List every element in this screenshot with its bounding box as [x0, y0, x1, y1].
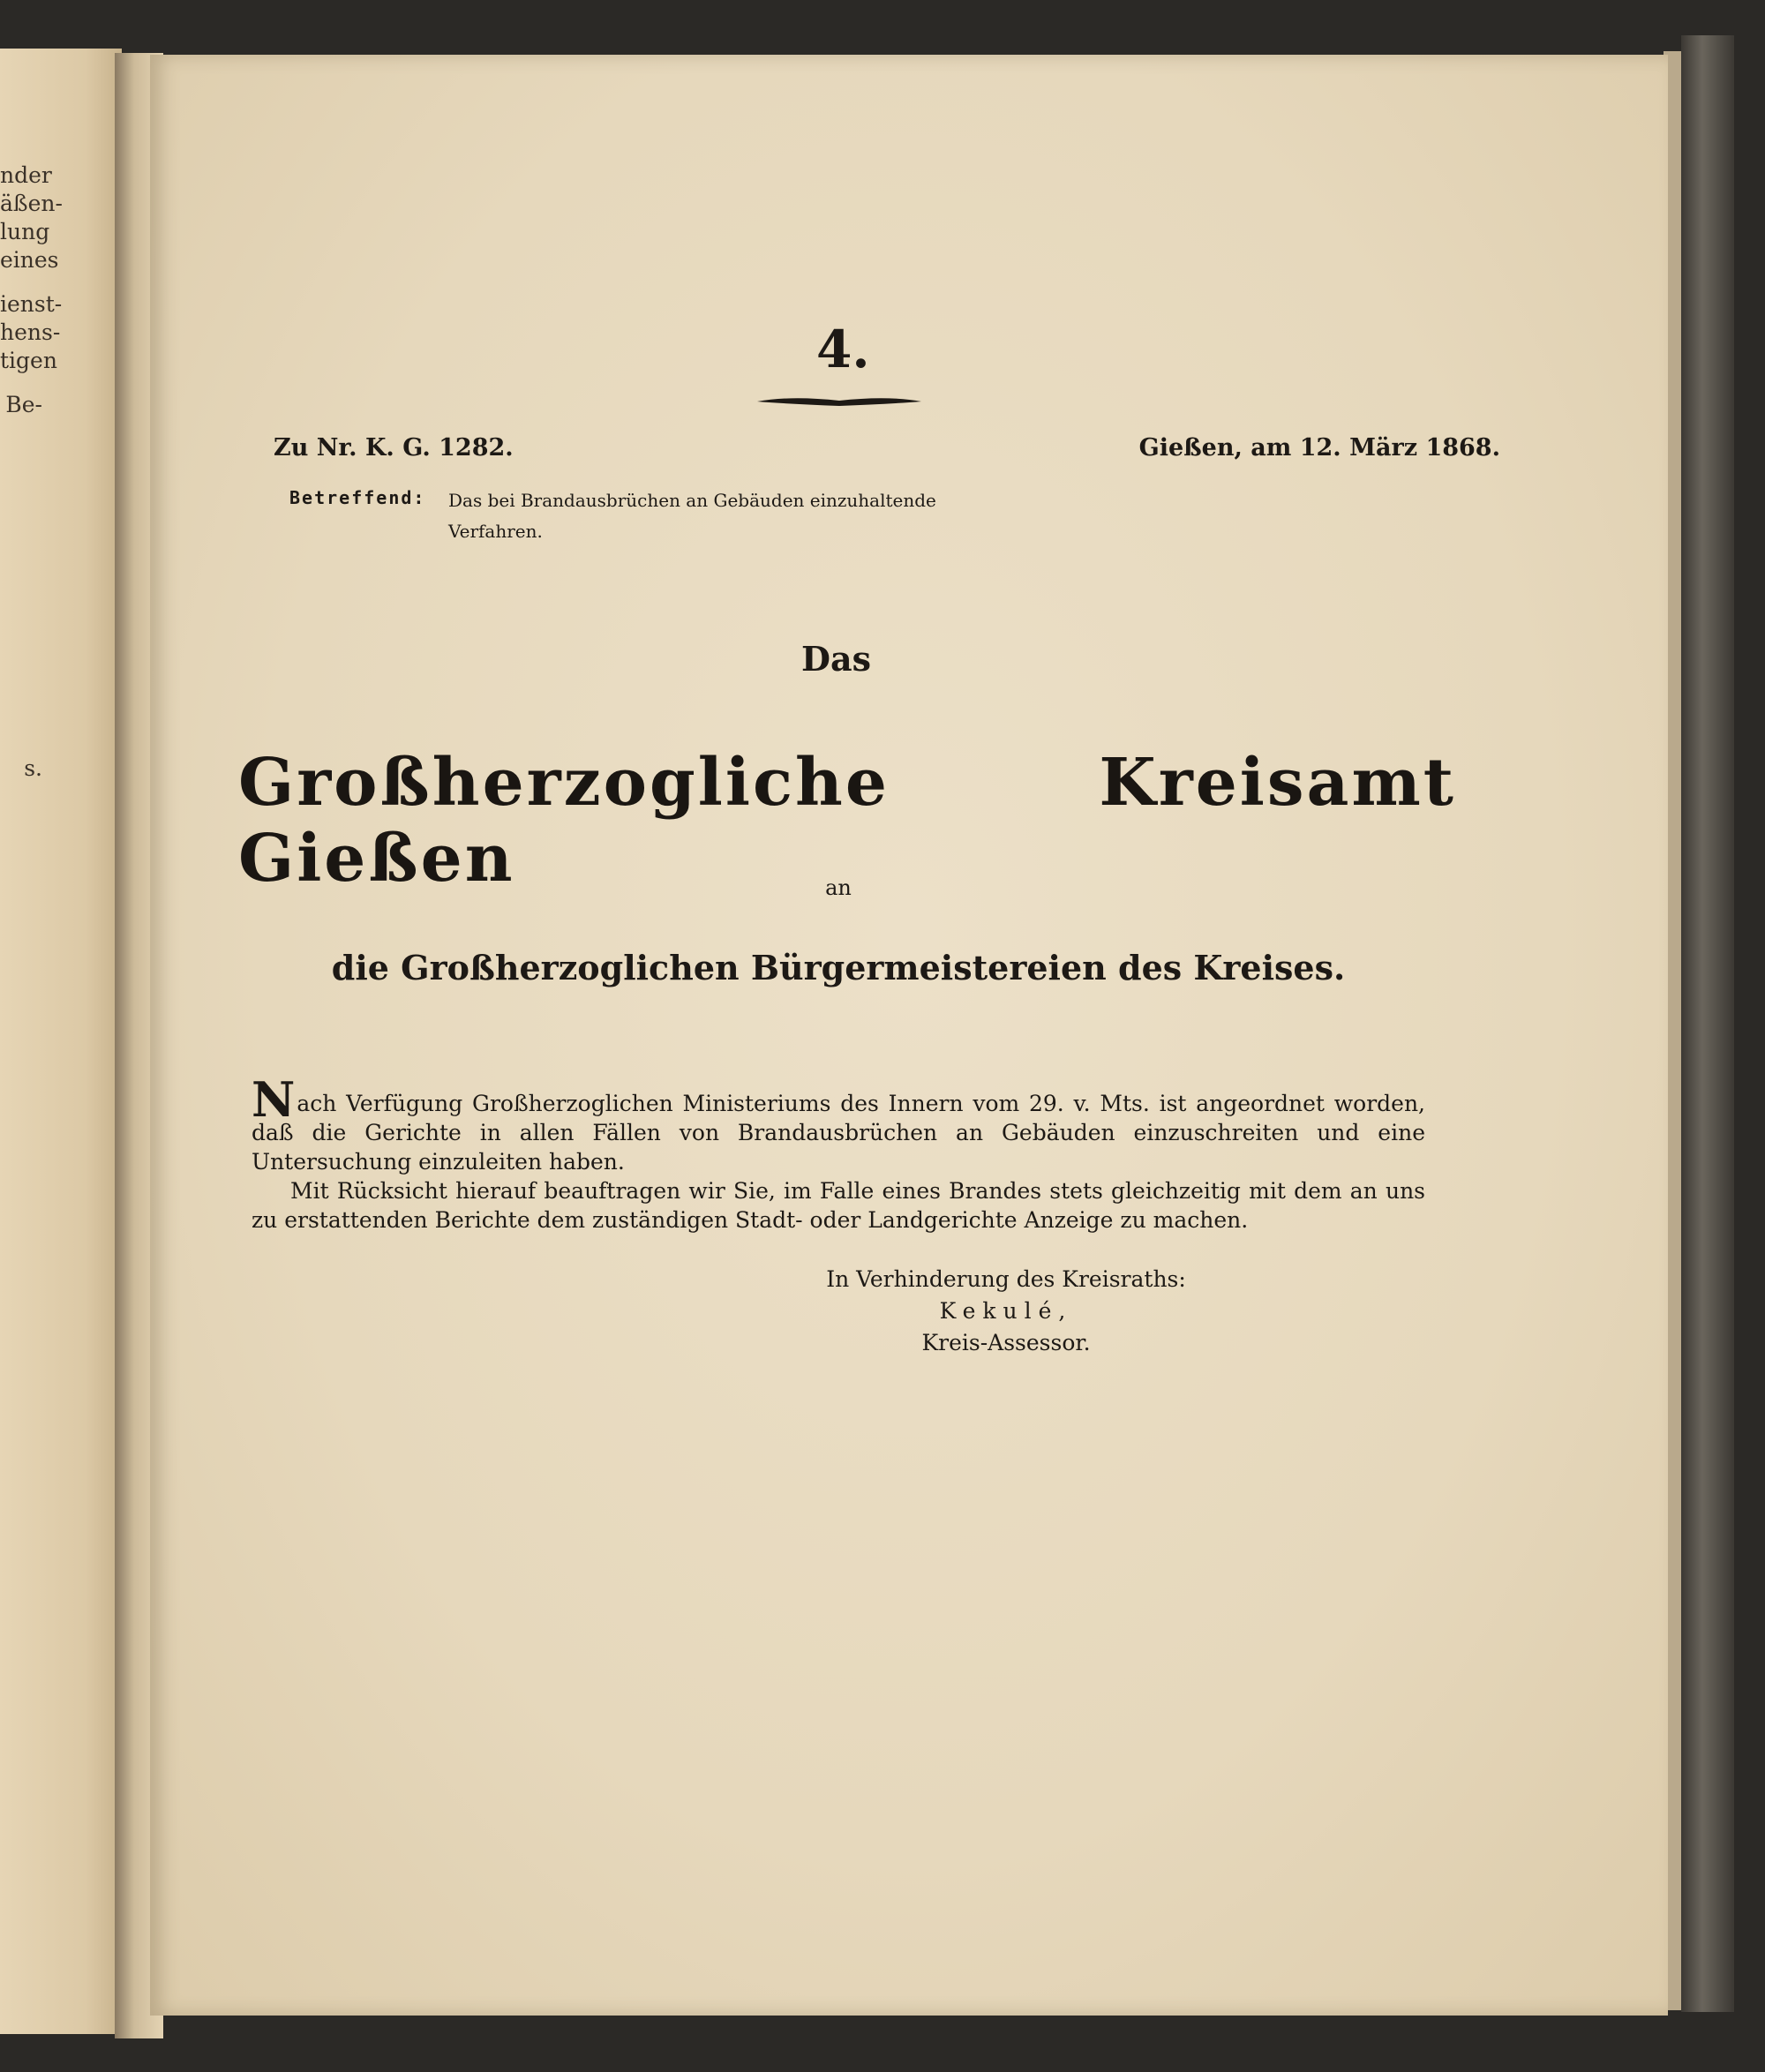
- document-page: [150, 55, 1668, 2016]
- heading-article: Das: [801, 639, 871, 679]
- addressee-line: die Großherzoglichen Bürgermeistereien des Kreises.: [331, 948, 1346, 987]
- ornamental-rule-icon: [755, 392, 923, 411]
- place-date: Gießen, am 12. März 1868.: [1138, 434, 1500, 462]
- fragment: äßen-: [0, 191, 63, 216]
- fragment: eines: [0, 247, 59, 273]
- signatory-title: Kreis-Assessor.: [921, 1330, 1091, 1355]
- heading-preposition: an: [825, 875, 852, 900]
- signature-block: [150, 1264, 1527, 1359]
- book-cover-board: [1681, 35, 1734, 2012]
- fragment: lung: [0, 219, 50, 244]
- reference-number: Zu Nr. K. G. 1282.: [274, 434, 514, 462]
- signature-line: In Verhinderung des Kreisraths:: [826, 1266, 1186, 1292]
- authority-title: Großherzogliche Kreisamt Gießen: [238, 745, 1456, 897]
- paragraph-1-text: ach Verfügung Großherzoglichen Ministeriums des Innern vom 29. v. Mts. ist angeordnet worden, daß die Gerichte in allen Fällen von Brandausbrüchen an Gebäuden einzuschreiten und eine Untersuchung einzuleiten haben.: [252, 1091, 1425, 1175]
- fragment: s.: [24, 755, 42, 781]
- paragraph-1: [252, 1071, 1425, 1176]
- fragment: Be-: [5, 392, 42, 417]
- signatory-name: Kekulé,: [939, 1298, 1073, 1324]
- subject-label: Betreffend:: [289, 487, 426, 508]
- paragraph-2: Mit Rücksicht hierauf beauftragen wir Sie, im Falle eines Brandes stets gleichzeitig mit dem an uns zu erstattenden Berichte dem zuständigen Stadt- oder Landgerichte Anzeige zu machen.: [252, 1178, 1425, 1233]
- section-number: 4.: [816, 319, 870, 379]
- facing-page-text: [0, 161, 63, 783]
- fragment: tigen: [0, 348, 57, 373]
- fragment: ienst-: [0, 291, 63, 317]
- subject-text: Das bei Brandausbrüchen an Gebäuden einzuhaltende Verfahren.: [448, 490, 936, 542]
- drop-cap: N: [252, 1071, 296, 1128]
- body-text: [252, 1071, 1425, 1235]
- facing-page-left: [0, 49, 122, 2034]
- fragment: nder: [0, 162, 52, 188]
- fragment: hens-: [0, 319, 61, 345]
